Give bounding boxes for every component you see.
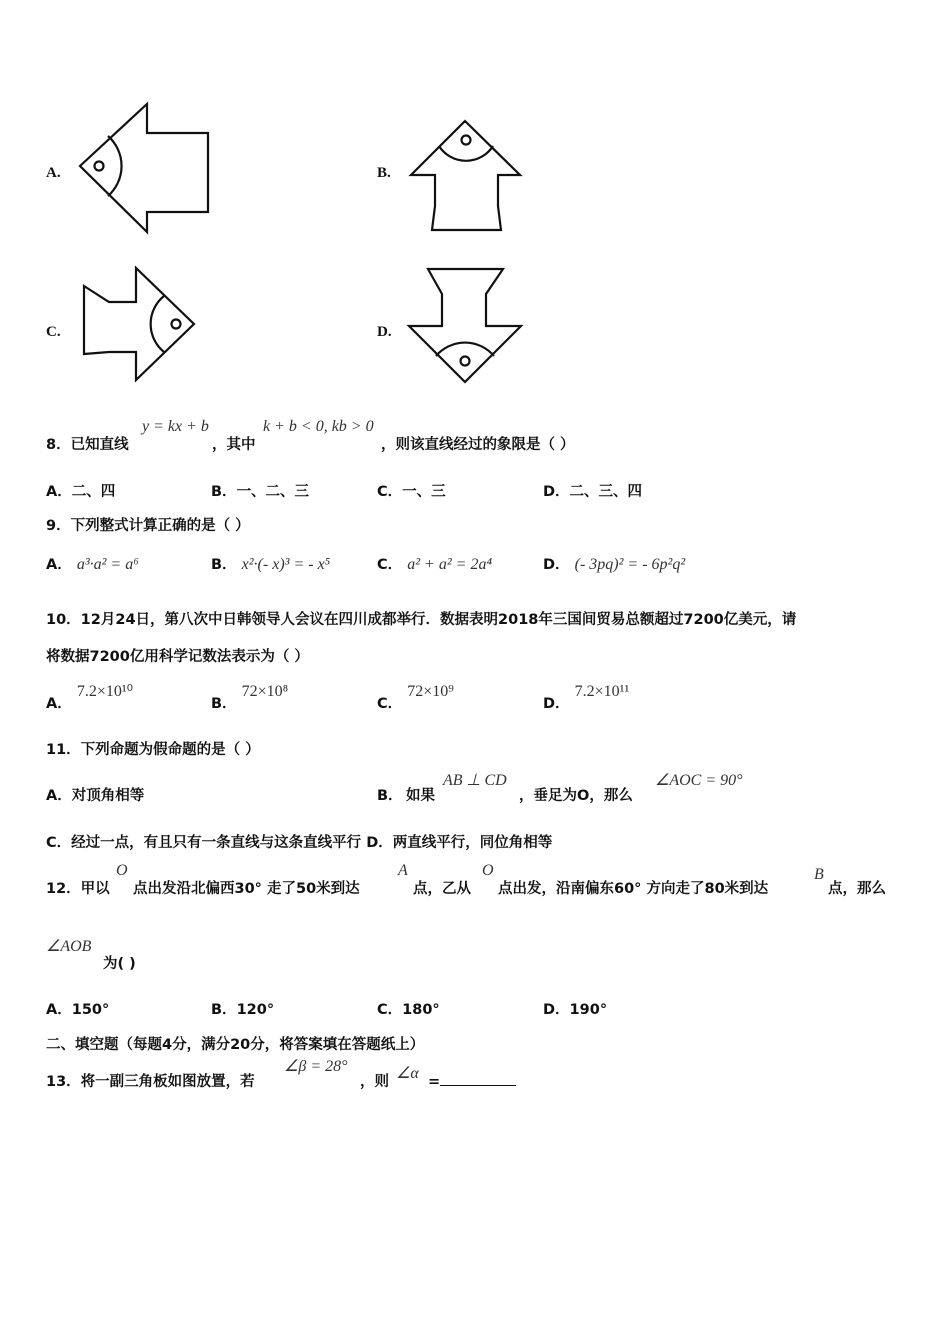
q8-stem-suffix: ，则该直线经过的象限是（ ） [381,437,575,453]
q10-stem-line1: 10．12月24日，第八次中日韩领导人会议在四川成都举行．数据表明2018年三国间贸易总额超过7200亿美元，请 [46,612,797,628]
q7-option-b-label: B. [377,165,391,181]
q12-stem-t4: 点出发，沿南偏东60° 方向走了80米到达 [498,881,769,897]
q10-option-d[interactable] [543,680,630,712]
q11-options-cd[interactable]: C．经过一点，有且只有一条直线与这条直线平行 D．两直线平行，同位角相等 [46,835,553,851]
q9-option-b-label: B． [211,557,237,573]
q13-formula-alpha: ∠α [396,1065,419,1082]
q10-option-a-label: A． [46,696,72,712]
q9-option-a[interactable] [46,553,139,574]
q9-stem: 9．下列整式计算正确的是（ ） [46,518,250,534]
q11-option-a-text: 对顶角相等 [71,788,145,804]
q8-option-b-text: 一、二、三 [236,484,310,500]
q12-stem-t1: 12．甲以 [46,881,110,897]
q12-stem-tail: 为( ) [103,956,136,972]
arrow-left-figure [72,100,217,238]
q11-option-b-text1: 如果 [406,788,435,804]
q10-option-b-text: 72×10⁸ [241,683,289,700]
q12-stem-t5: 点，那么 [828,881,886,897]
q10-stem-line2: 将数据7200亿用科学记数法表示为（ ） [46,649,309,665]
q12-option-d-label: D． [543,1002,570,1018]
q9-option-b-text: x²·(- x)³ = - x⁵ [241,556,331,573]
q13-answer-blank[interactable] [440,1071,516,1086]
q8-option-a[interactable] [46,480,115,501]
q13-stem-t2: ，则 [360,1074,389,1090]
q10-option-c-text: 72×10⁹ [407,683,454,700]
q11-stem: 11．下列命题为假命题的是（ ） [46,742,260,758]
q8-option-b-label: B． [211,484,237,500]
q9-option-d-label: D． [543,557,570,573]
q8-stem-prefix: 8．已知直线 [46,437,129,453]
q11-option-b-label[interactable]: B． [377,788,403,804]
q12-option-d-text: 190° [569,1002,608,1018]
q10-option-d-label: D． [543,696,570,712]
q8-option-c-text: 一、三 [402,484,446,500]
q12-stem-t2: 点出发沿北偏西30° 走了50米到达 [133,881,360,897]
q9-option-a-text: a³·a² = a⁶ [76,556,139,573]
q7-option-c-label: C. [46,324,61,340]
q12-stem-t3: 点，乙从 [413,881,471,897]
q12-option-b-text: 120° [236,1002,275,1018]
q10-option-c[interactable] [377,680,454,712]
q13-formula-beta: ∠β = 28° [284,1058,348,1075]
q8-option-b[interactable] [211,480,309,501]
q8-option-d-label: D． [543,484,570,500]
q12-option-a-label: A． [46,1002,72,1018]
arrow-up-figure [405,118,530,236]
q8-option-a-label: A． [46,484,72,500]
q10-option-b[interactable] [211,680,289,712]
q10-option-a-text: 7.2×10¹⁰ [76,683,134,700]
q13-equals: = [428,1074,441,1090]
q12-option-a-text: 150° [71,1002,110,1018]
q12-option-b-label: B． [211,1002,237,1018]
q10-option-c-label: C． [377,696,403,712]
q9-option-c-label: C． [377,557,403,573]
q11-option-b-text2: ，垂足为O，那么 [519,788,633,804]
arrow-down-figure [404,264,529,386]
q13-answer-area[interactable] [428,1071,516,1090]
q10-option-b-label: B． [211,696,237,712]
q10-option-a[interactable] [46,680,134,712]
q12-point-o2: O [482,862,494,879]
q11-option-b-formula1: AB ⊥ CD [443,772,507,789]
q12-option-a[interactable] [46,998,109,1019]
arrow-right-figure [74,262,204,387]
q12-point-o1: O [116,862,128,879]
q8-option-a-text: 二、四 [71,484,116,500]
q9-option-b[interactable] [211,553,330,574]
q9-option-c-text: a² + a² = 2a⁴ [407,556,492,573]
q12-option-b[interactable] [211,998,274,1019]
q12-option-c-text: 180° [402,1002,440,1018]
q12-point-a: A [398,862,408,879]
q11-option-a[interactable] [46,784,144,805]
q7-option-d-label: D. [377,324,392,340]
q8-option-c[interactable] [377,480,446,501]
q11-option-b-formula2: ∠AOC = 90° [655,772,743,789]
q8-option-c-label: C． [377,484,403,500]
q12-option-d[interactable] [543,998,607,1019]
q9-option-a-label: A． [46,557,72,573]
q7-option-a-label: A. [46,165,61,181]
q8-option-d[interactable] [543,480,642,501]
q12-option-c[interactable] [377,998,440,1019]
q8-stem-mid: ，其中 [212,437,256,453]
q8-formula-line: y = kx + b [142,418,209,435]
q9-option-d-text: (- 3pq)² = - 6p²q² [574,556,686,573]
q9-option-c[interactable] [377,553,492,574]
q13-stem-t1: 13．将一副三角板如图放置，若 [46,1074,255,1090]
q8-option-d-text: 二、三、四 [569,484,643,500]
q11-option-a-label: A． [46,788,72,804]
q8-formula-condition: k + b < 0, kb > 0 [263,418,374,435]
q9-option-d[interactable] [543,553,685,574]
q12-angle-aob: ∠AOB [46,938,92,955]
section-title-fill-in: 二、填空题（每题4分，满分20分，将答案填在答题纸上） [46,1037,425,1053]
q12-point-b: B [814,866,824,883]
q12-option-c-label: C． [377,1002,403,1018]
q10-option-d-text: 7.2×10¹¹ [574,683,630,700]
